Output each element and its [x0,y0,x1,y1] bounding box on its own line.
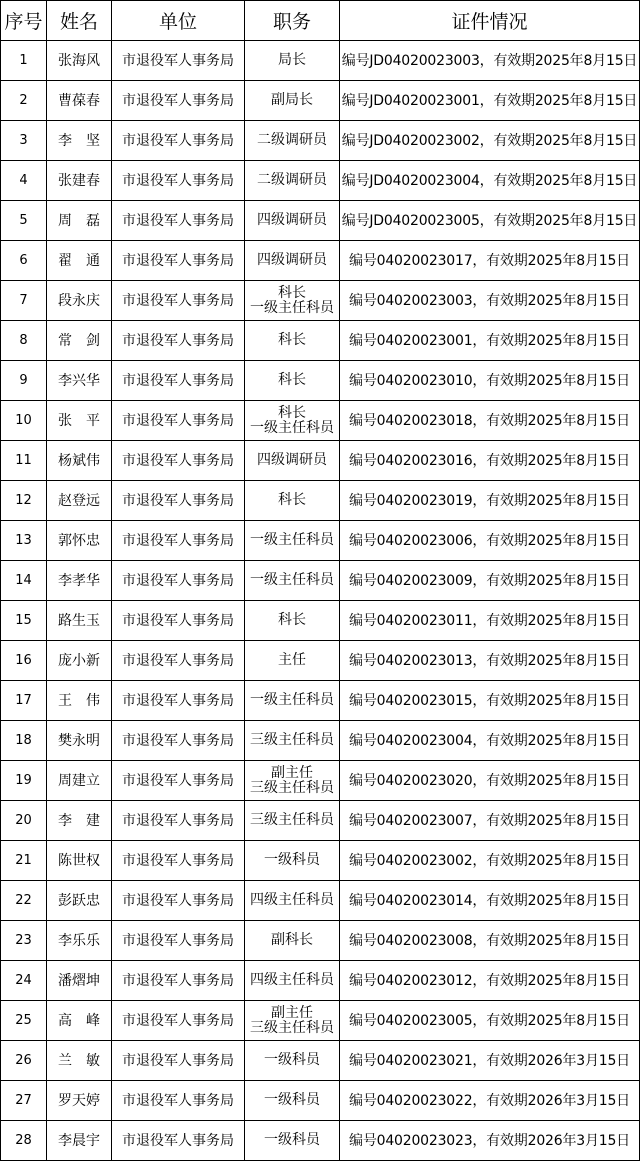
table-row [1,721,640,761]
position-line: 四级主任科员 [250,972,334,988]
table-row [1,601,640,641]
row-certificate: 编号04020023002，有效期2025年8月15日 [340,841,640,881]
row-certificate: 编号04020023013，有效期2025年8月15日 [340,641,640,681]
row-position [245,1041,340,1081]
row-certificate: 编号04020023006，有效期2025年8月15日 [340,521,640,561]
row-certificate: 编号04020023007，有效期2025年8月15日 [340,801,640,841]
row-certificate: 编号04020023009，有效期2025年8月15日 [340,561,640,601]
row-certificate: 编号JD04020023004，有效期2025年8月15日 [340,161,640,201]
row-index: 28 [1,1121,47,1161]
row-unit: 市退役军人事务局 [112,1121,245,1161]
row-index: 25 [1,1001,47,1041]
table-row [1,641,640,681]
position-line: 三级主任科员 [250,1019,334,1036]
header-row [1,1,640,41]
row-unit: 市退役军人事务局 [112,641,245,681]
row-certificate: 编号04020023021，有效期2026年3月15日 [340,1041,640,1081]
row-position [245,201,340,241]
row-position [245,241,340,281]
table-row [1,361,640,401]
row-index: 24 [1,961,47,1001]
row-certificate: 编号04020023023，有效期2026年3月15日 [340,1121,640,1161]
table-row [1,921,640,961]
position-line: 副局长 [271,92,313,108]
row-certificate: 编号04020023018，有效期2025年8月15日 [340,401,640,441]
position-line: 三级主任科员 [250,732,334,748]
row-unit: 市退役军人事务局 [112,201,245,241]
row-index: 1 [1,41,47,81]
position-line: 一级科员 [264,1092,320,1108]
table-row [1,881,640,921]
row-unit: 市退役军人事务局 [112,881,245,921]
row-position [245,281,340,321]
row-unit: 市退役军人事务局 [112,561,245,601]
row-certificate: 编号04020023003，有效期2025年8月15日 [340,281,640,321]
row-index: 18 [1,721,47,761]
row-index: 12 [1,481,47,521]
row-unit: 市退役军人事务局 [112,161,245,201]
table-row [1,321,640,361]
row-name: 兰 敏 [47,1041,112,1081]
row-certificate: 编号04020023004，有效期2025年8月15日 [340,721,640,761]
row-position [245,641,340,681]
table-row [1,1041,640,1081]
row-certificate: 编号04020023022，有效期2026年3月15日 [340,1081,640,1121]
row-index: 15 [1,601,47,641]
table-row [1,1001,640,1041]
row-unit: 市退役军人事务局 [112,281,245,321]
position-line: 四级调研员 [257,452,327,468]
table-row [1,481,640,521]
row-name: 潘熠坤 [47,961,112,1001]
table-row [1,841,640,881]
row-unit: 市退役军人事务局 [112,241,245,281]
row-name: 周 磊 [47,201,112,241]
row-unit: 市退役军人事务局 [112,321,245,361]
row-index: 22 [1,881,47,921]
row-unit: 市退役军人事务局 [112,1081,245,1121]
row-unit: 市退役军人事务局 [112,761,245,801]
row-certificate: 编号JD04020023005，有效期2025年8月15日 [340,201,640,241]
row-unit: 市退役军人事务局 [112,81,245,121]
position-line: 二级调研员 [257,132,327,148]
position-line: 局长 [278,52,306,68]
row-position [245,561,340,601]
position-line: 科长 [278,404,306,421]
position-line: 四级调研员 [257,252,327,268]
row-name: 王 伟 [47,681,112,721]
row-unit: 市退役军人事务局 [112,1041,245,1081]
row-position [245,41,340,81]
row-position [245,1081,340,1121]
row-name: 高 峰 [47,1001,112,1041]
row-index: 17 [1,681,47,721]
row-unit: 市退役军人事务局 [112,921,245,961]
row-position [245,81,340,121]
table-row [1,281,640,321]
row-unit: 市退役军人事务局 [112,441,245,481]
row-certificate: 编号04020023015，有效期2025年8月15日 [340,681,640,721]
row-certificate: 编号04020023012，有效期2025年8月15日 [340,961,640,1001]
row-name: 彭跃忠 [47,881,112,921]
row-unit: 市退役军人事务局 [112,841,245,881]
row-certificate: 编号04020023019，有效期2025年8月15日 [340,481,640,521]
row-name: 张 平 [47,401,112,441]
table-row [1,801,640,841]
row-index: 9 [1,361,47,401]
row-unit: 市退役军人事务局 [112,521,245,561]
header-certificate: 证件情况 [340,1,640,41]
row-unit: 市退役军人事务局 [112,801,245,841]
position-line: 一级主任科员 [250,419,334,436]
row-position [245,121,340,161]
position-line: 一级主任科员 [250,532,334,548]
table-row [1,121,640,161]
row-index: 5 [1,201,47,241]
table-row [1,41,640,81]
header-index: 序号 [1,1,47,41]
row-certificate: 编号04020023005，有效期2025年8月15日 [340,1001,640,1041]
position-line: 科长 [278,612,306,628]
row-position [245,401,340,441]
row-position [245,841,340,881]
position-line: 科长 [278,284,306,301]
row-position [245,441,340,481]
row-name: 李孝华 [47,561,112,601]
row-name: 周建立 [47,761,112,801]
position-line: 二级调研员 [257,172,327,188]
row-unit: 市退役军人事务局 [112,721,245,761]
table-row [1,1081,640,1121]
row-certificate: 编号JD04020023001，有效期2025年8月15日 [340,81,640,121]
table-row [1,681,640,721]
row-name: 张建春 [47,161,112,201]
table-row [1,81,640,121]
row-position [245,721,340,761]
table-row [1,441,640,481]
row-name: 翟 通 [47,241,112,281]
position-line: 科长 [278,372,306,388]
row-unit: 市退役军人事务局 [112,681,245,721]
table-row [1,961,640,1001]
row-index: 14 [1,561,47,601]
position-line: 一级主任科员 [250,572,334,588]
row-index: 6 [1,241,47,281]
row-index: 11 [1,441,47,481]
row-position [245,761,340,801]
position-line: 四级调研员 [257,212,327,228]
row-position [245,361,340,401]
row-index: 4 [1,161,47,201]
table-row [1,401,640,441]
position-line: 副科长 [271,932,313,948]
row-index: 13 [1,521,47,561]
row-name: 李 建 [47,801,112,841]
row-unit: 市退役军人事务局 [112,481,245,521]
row-index: 23 [1,921,47,961]
row-name: 李 坚 [47,121,112,161]
row-name: 李晨宇 [47,1121,112,1161]
row-name: 郭怀忠 [47,521,112,561]
header-position: 职务 [245,1,340,41]
row-name: 樊永明 [47,721,112,761]
row-index: 19 [1,761,47,801]
row-index: 10 [1,401,47,441]
row-name: 李乐乐 [47,921,112,961]
row-unit: 市退役军人事务局 [112,361,245,401]
row-position [245,1121,340,1161]
row-certificate: 编号04020023020，有效期2025年8月15日 [340,761,640,801]
row-index: 21 [1,841,47,881]
row-certificate: 编号04020023011，有效期2025年8月15日 [340,601,640,641]
row-position [245,881,340,921]
row-certificate: 编号JD04020023003，有效期2025年8月15日 [340,41,640,81]
row-position [245,1001,340,1041]
row-position [245,161,340,201]
row-index: 26 [1,1041,47,1081]
table-row [1,761,640,801]
position-line: 一级主任科员 [250,299,334,316]
header-unit: 单位 [112,1,245,41]
row-position [245,321,340,361]
row-name: 李兴华 [47,361,112,401]
row-index: 3 [1,121,47,161]
position-line: 三级主任科员 [250,812,334,828]
table-body [1,41,640,1161]
row-name: 赵登远 [47,481,112,521]
row-unit: 市退役军人事务局 [112,1001,245,1041]
row-position [245,921,340,961]
row-unit: 市退役军人事务局 [112,961,245,1001]
row-index: 2 [1,81,47,121]
row-unit: 市退役军人事务局 [112,121,245,161]
row-name: 陈世权 [47,841,112,881]
position-line: 一级主任科员 [250,692,334,708]
row-certificate: 编号04020023017，有效期2025年8月15日 [340,241,640,281]
row-index: 7 [1,281,47,321]
position-line: 一级科员 [264,852,320,868]
row-index: 16 [1,641,47,681]
row-position [245,601,340,641]
row-certificate: 编号04020023010，有效期2025年8月15日 [340,361,640,401]
row-certificate: 编号04020023014，有效期2025年8月15日 [340,881,640,921]
row-position [245,801,340,841]
row-position [245,481,340,521]
position-line: 主任 [278,652,306,668]
row-certificate: 编号04020023008，有效期2025年8月15日 [340,921,640,961]
row-name: 路生玉 [47,601,112,641]
row-certificate: 编号04020023016，有效期2025年8月15日 [340,441,640,481]
table-row [1,561,640,601]
position-line: 一级科员 [264,1132,320,1148]
row-position [245,521,340,561]
row-name: 庞小新 [47,641,112,681]
row-certificate: 编号04020023001，有效期2025年8月15日 [340,321,640,361]
row-name: 段永庆 [47,281,112,321]
row-unit: 市退役军人事务局 [112,401,245,441]
position-line: 副主任 [271,764,313,781]
row-name: 杨斌伟 [47,441,112,481]
row-name: 常 剑 [47,321,112,361]
row-index: 8 [1,321,47,361]
row-position [245,961,340,1001]
table-row [1,241,640,281]
row-name: 曹葆春 [47,81,112,121]
row-certificate: 编号JD04020023002，有效期2025年8月15日 [340,121,640,161]
header-name: 姓名 [47,1,112,41]
position-line: 四级主任科员 [250,892,334,908]
position-line: 三级主任科员 [250,779,334,796]
row-index: 20 [1,801,47,841]
row-index: 27 [1,1081,47,1121]
table-row [1,201,640,241]
table-row [1,521,640,561]
position-line: 一级科员 [264,1052,320,1068]
row-unit: 市退役军人事务局 [112,601,245,641]
table-row [1,1121,640,1161]
row-name: 罗天婷 [47,1081,112,1121]
position-line: 科长 [278,492,306,508]
table-row [1,161,640,201]
row-unit: 市退役军人事务局 [112,41,245,81]
row-name: 张海风 [47,41,112,81]
position-line: 副主任 [271,1004,313,1021]
row-position [245,681,340,721]
position-line: 科长 [278,332,306,348]
